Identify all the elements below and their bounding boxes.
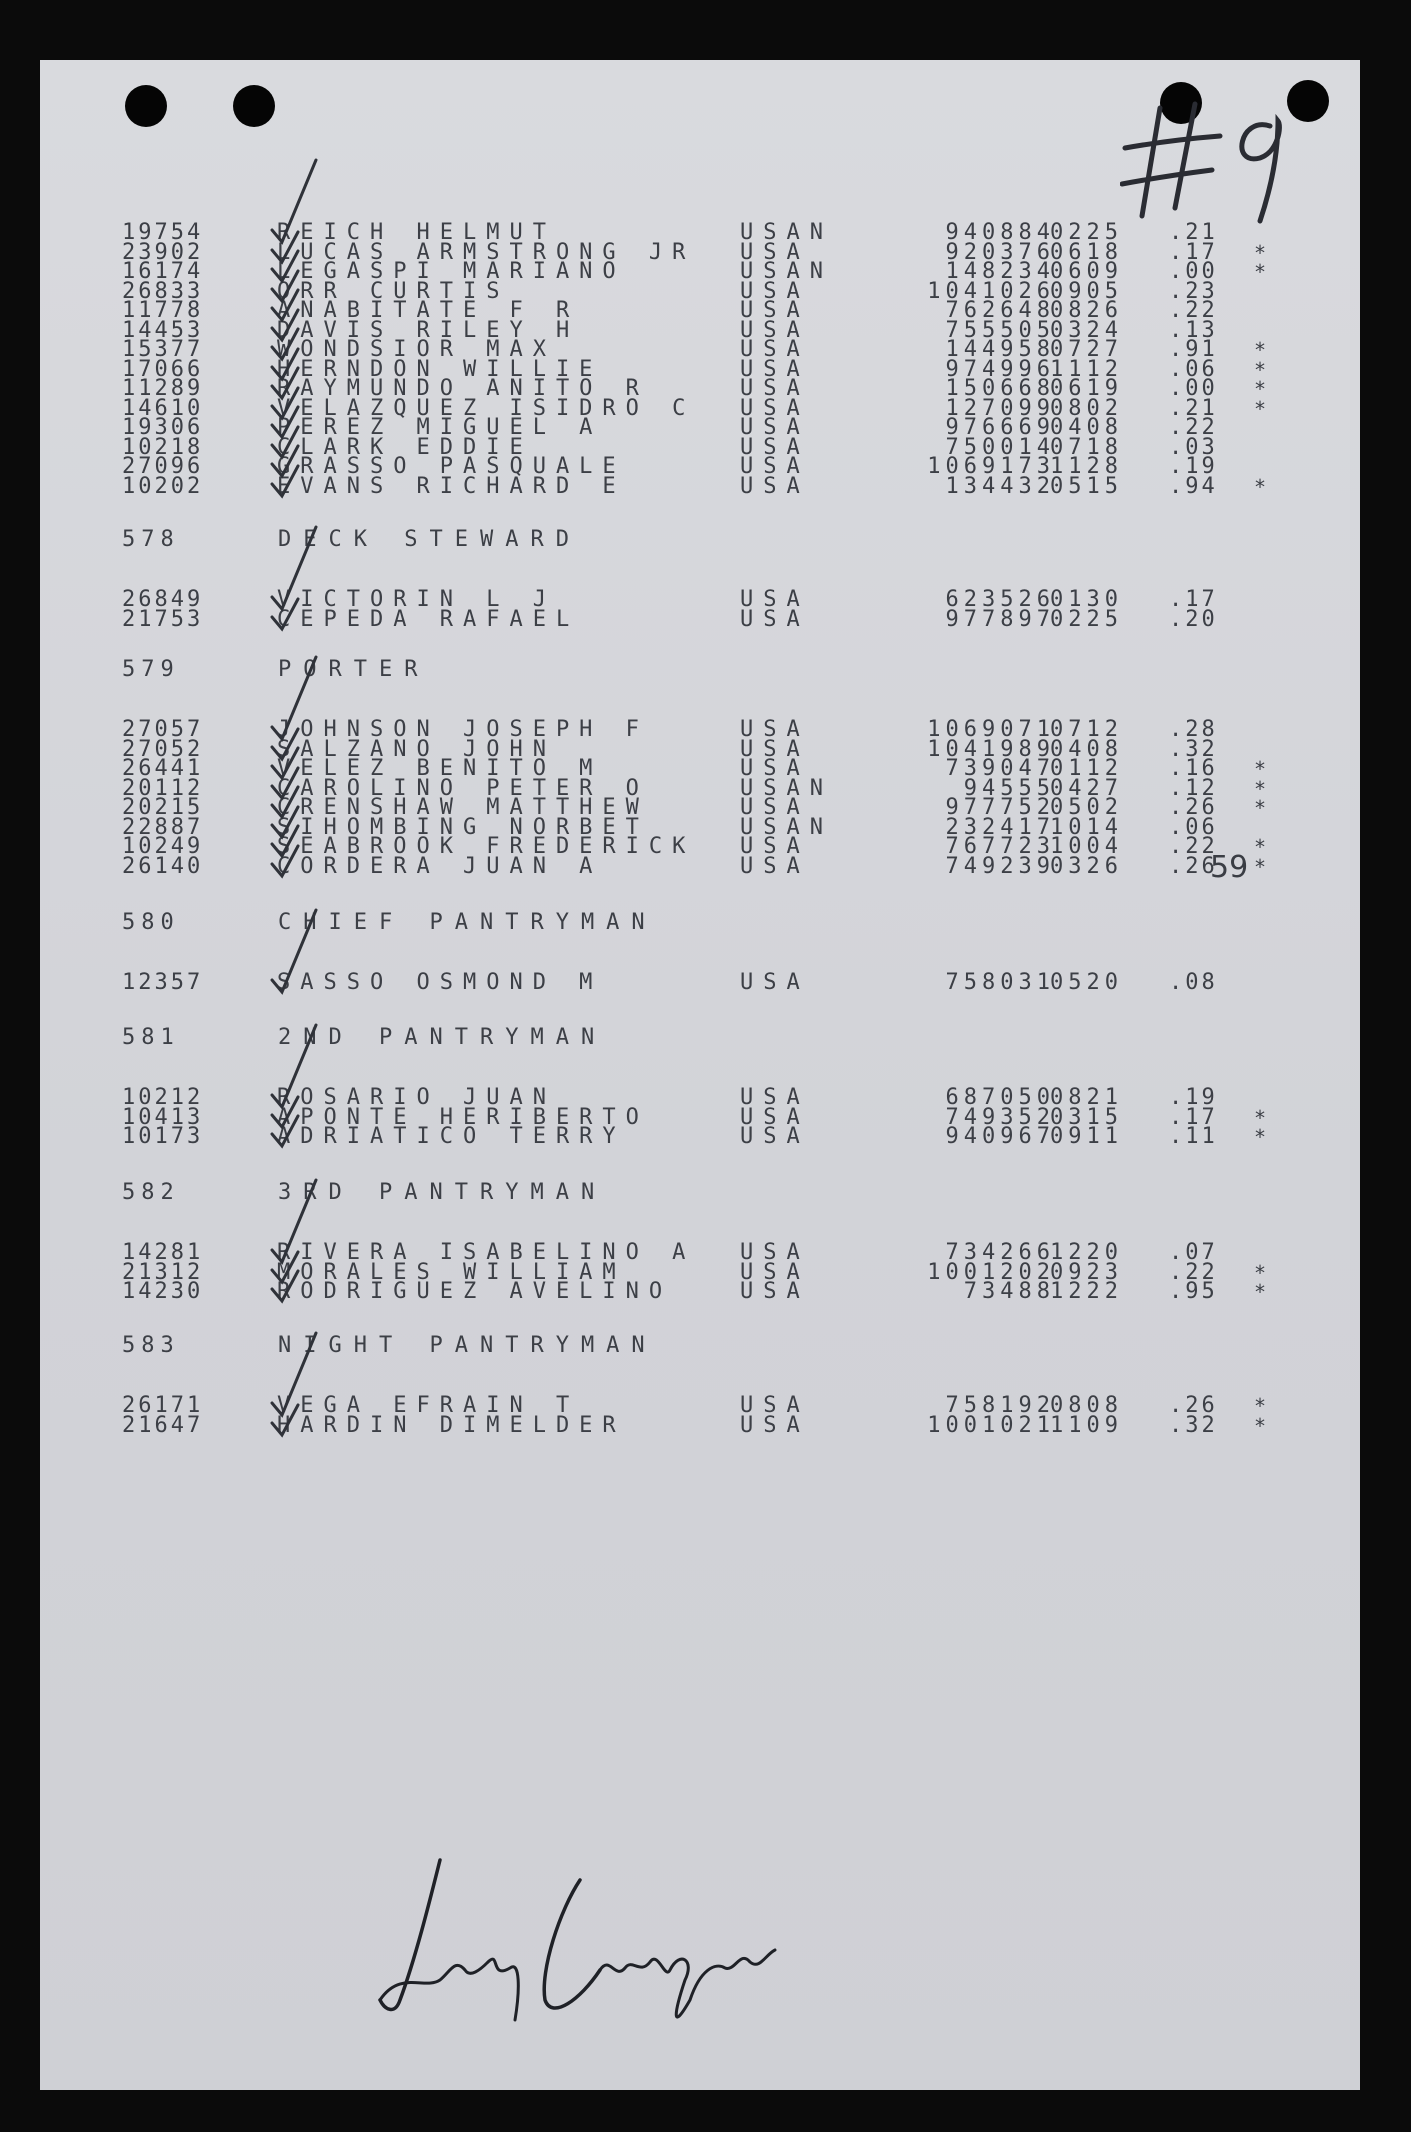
crew-nat: USAN: [740, 775, 833, 801]
crew-dt: 0130: [1050, 587, 1123, 612]
crew-nat: USA: [740, 1393, 810, 1418]
crew-dt: 1109: [1050, 1412, 1123, 1438]
crew-num: 26833: [122, 278, 204, 304]
check-mark-icon: [230, 1054, 360, 1144]
crew-nat: USA: [740, 1412, 810, 1438]
page-number: 59: [1210, 850, 1249, 885]
crew-dt: 0808: [1050, 1393, 1123, 1418]
crew-name: WONDSIOR MAX: [277, 337, 556, 362]
crew-nat: USA: [740, 1279, 810, 1304]
crew-amt: .23: [1169, 278, 1218, 304]
crew-nat: USA: [740, 756, 810, 781]
crew-star: *: [1254, 757, 1268, 781]
crew-name: GRASSO PASQUALE: [277, 454, 626, 479]
crew-nat: USA: [740, 395, 810, 421]
crew-nat: USAN: [740, 814, 833, 840]
crew-star: *: [1254, 1260, 1268, 1285]
crew-num: 14230: [122, 1279, 204, 1304]
crew-amt: .17: [1169, 587, 1218, 612]
crew-id: 150668: [945, 376, 1055, 401]
crew-amt: .22: [1169, 415, 1218, 440]
crew-star: *: [1254, 1105, 1268, 1130]
crew-num: 26441: [122, 756, 204, 781]
crew-num: 20215: [122, 795, 204, 820]
crew-nat: USA: [740, 376, 810, 401]
crew-id: 148234: [945, 259, 1055, 284]
crew-star: *: [1254, 377, 1268, 401]
crew-amt: .32: [1169, 736, 1218, 762]
crew-name: SEABROOK FREDERICK: [277, 834, 696, 859]
crew-name: CLARK EDDIE: [277, 434, 533, 460]
crew-num: 21753: [122, 606, 204, 632]
crew-id: 687050: [945, 1085, 1055, 1110]
crew-name: REICH HELMUT: [277, 220, 556, 245]
crew-num: 11289: [122, 376, 204, 401]
crew-amt: .26: [1169, 1393, 1218, 1418]
crew-dt: 0315: [1050, 1104, 1123, 1130]
crew-star: *: [1254, 338, 1268, 362]
crew-dt: 0821: [1050, 1085, 1123, 1110]
crew-num: 15377: [122, 337, 204, 362]
crew-name: CORDERA JUAN A: [277, 853, 603, 879]
crew-dt: 1004: [1050, 834, 1123, 859]
crew-id: 1041989: [927, 736, 1055, 762]
section-code: 582: [122, 1180, 180, 1205]
crew-num: 19754: [122, 220, 204, 245]
crew-star: *: [1254, 396, 1268, 421]
crew-dt: 1222: [1050, 1279, 1123, 1304]
crew-amt: .03: [1169, 434, 1218, 460]
crew-star: *: [1254, 1280, 1268, 1304]
crew-star: *: [1254, 474, 1268, 499]
check-mark-icon: [230, 1209, 360, 1299]
signature-image: [370, 1850, 820, 2040]
crew-num: 16174: [122, 259, 204, 284]
crew-dt: 0718: [1050, 434, 1123, 460]
crew-amt: .19: [1169, 1085, 1218, 1110]
crew-dt: 0712: [1050, 717, 1123, 742]
crew-nat: USA: [740, 415, 810, 440]
crew-name: ORR CURTIS: [277, 278, 510, 304]
crew-amt: .21: [1169, 395, 1218, 421]
crew-amt: .07: [1169, 1240, 1218, 1265]
crew-id: 1069071: [927, 717, 1055, 742]
crew-id: 1001021: [927, 1412, 1055, 1438]
crew-nat: USA: [740, 1085, 810, 1110]
crew-name: CRENSHAW MATTHEW: [277, 795, 649, 820]
crew-id: 94555: [963, 775, 1055, 801]
crew-name: RODRIGUEZ AVELINO: [277, 1279, 673, 1304]
crew-nat: USA: [740, 970, 810, 995]
crew-star: *: [1254, 1413, 1268, 1438]
crew-num: 10202: [122, 473, 204, 499]
crew-id: 749352: [945, 1104, 1055, 1130]
crew-name: CEPEDA RAFAEL: [277, 606, 580, 632]
crew-dt: 1220: [1050, 1240, 1123, 1265]
crew-nat: USA: [740, 853, 810, 879]
crew-dt: 0324: [1050, 317, 1123, 343]
crew-name: HARDIN DIMELDER: [277, 1412, 626, 1438]
crew-id: 767723: [945, 834, 1055, 859]
crew-name: CAROLINO PETER O: [277, 775, 649, 801]
crew-star: *: [1254, 835, 1268, 859]
crew-dt: 0326: [1050, 853, 1123, 879]
crew-nat: USAN: [740, 220, 833, 245]
crew-num: 23902: [122, 239, 204, 265]
crew-id: 1069173: [927, 454, 1055, 479]
crew-dt: 1014: [1050, 814, 1123, 840]
crew-nat: USA: [740, 717, 810, 742]
document-page: [40, 60, 1360, 2090]
crew-id: 940884: [945, 220, 1055, 245]
crew-num: 14281: [122, 1240, 204, 1265]
crew-dt: 0619: [1050, 376, 1123, 401]
crew-name: MORALES WILLIAM: [277, 1259, 626, 1285]
crew-nat: USA: [740, 434, 810, 460]
crew-num: 27096: [122, 454, 204, 479]
crew-nat: USA: [740, 1259, 810, 1285]
crew-num: 10413: [122, 1104, 204, 1130]
crew-num: 27057: [122, 717, 204, 742]
crew-amt: .95: [1169, 1279, 1218, 1304]
crew-num: 21312: [122, 1259, 204, 1285]
crew-amt: .22: [1169, 834, 1218, 859]
check-mark-icon: [230, 404, 360, 494]
crew-dt: 0826: [1050, 298, 1123, 323]
crew-num: 21647: [122, 1412, 204, 1438]
crew-nat: USA: [740, 239, 810, 265]
section-title: 3RD PANTRYMAN: [278, 1180, 607, 1205]
crew-name: ROSARIO JUAN: [277, 1085, 556, 1110]
crew-amt: .06: [1169, 356, 1218, 382]
section-title: CHIEF PANTRYMAN: [278, 910, 657, 935]
crew-num: 10212: [122, 1085, 204, 1110]
crew-amt: .17: [1169, 239, 1218, 265]
check-mark-icon: [230, 900, 360, 990]
crew-id: 127099: [945, 395, 1055, 421]
crew-name: VEGA EFRAIN T: [277, 1393, 580, 1418]
crew-name: SIHOMBING NORBET: [277, 814, 649, 840]
crew-id: 750014: [945, 434, 1055, 460]
crew-dt: 0225: [1050, 606, 1123, 632]
crew-num: 14610: [122, 395, 204, 421]
crew-name: RIVERA ISABELINO A: [277, 1240, 696, 1265]
crew-id: 940967: [945, 1124, 1055, 1149]
crew-dt: 0618: [1050, 239, 1123, 265]
crew-star: *: [1254, 1394, 1268, 1418]
crew-amt: .22: [1169, 298, 1218, 323]
crew-amt: .16: [1169, 756, 1218, 781]
crew-dt: 0802: [1050, 395, 1123, 421]
crew-num: 20112: [122, 775, 204, 801]
crew-id: 920376: [945, 239, 1055, 265]
crew-num: 14453: [122, 317, 204, 343]
crew-amt: .21: [1169, 220, 1218, 245]
crew-amt: .00: [1169, 376, 1218, 401]
crew-dt: 1112: [1050, 356, 1123, 382]
crew-id: 976669: [945, 415, 1055, 440]
crew-nat: USA: [740, 278, 810, 304]
crew-name: HERNDON WILLIE: [277, 356, 603, 382]
crew-id: 623526: [945, 587, 1055, 612]
crew-num: 22887: [122, 814, 204, 840]
crew-dt: 0408: [1050, 415, 1123, 440]
crew-name: PEREZ MIGUEL A: [277, 415, 603, 440]
crew-nat: USA: [740, 356, 810, 382]
crew-star: *: [1254, 357, 1268, 382]
section-title: NIGHT PANTRYMAN: [278, 1333, 657, 1358]
crew-num: 10218: [122, 434, 204, 460]
crew-name: VELAZQUEZ ISIDRO C: [277, 395, 696, 421]
crew-nat: USAN: [740, 259, 833, 284]
crew-num: 27052: [122, 736, 204, 762]
crew-amt: .26: [1169, 795, 1218, 820]
crew-id: 749239: [945, 853, 1055, 879]
crew-amt: .08: [1169, 970, 1218, 995]
crew-num: 17066: [122, 356, 204, 382]
crew-dt: 0408: [1050, 736, 1123, 762]
crew-name: RAYMUNDO ANITO R: [277, 376, 649, 401]
section-title: DECK STEWARD: [278, 527, 581, 552]
crew-amt: .28: [1169, 717, 1218, 742]
crew-star: *: [1254, 776, 1268, 801]
check-mark-icon: [230, 537, 360, 627]
crew-amt: .00: [1169, 259, 1218, 284]
crew-nat: USA: [740, 587, 810, 612]
section-title: 2ND PANTRYMAN: [278, 1025, 607, 1050]
crew-name: ADRIATICO TERRY: [277, 1124, 626, 1149]
crew-name: VICTORIN L J: [277, 587, 556, 612]
crew-id: 758192: [945, 1393, 1055, 1418]
crew-id: 1041026: [927, 278, 1055, 304]
crew-amt: .17: [1169, 1104, 1218, 1130]
punch-hole: [233, 85, 275, 127]
crew-nat: USA: [740, 736, 810, 762]
crew-amt: .06: [1169, 814, 1218, 840]
crew-dt: 0911: [1050, 1124, 1123, 1149]
crew-num: 10173: [122, 1124, 204, 1149]
section-code: 578: [122, 527, 180, 552]
crew-star: *: [1254, 1125, 1268, 1149]
section-code: 580: [122, 910, 180, 935]
crew-nat: USA: [740, 454, 810, 479]
crew-name: DAVIS RILEY H: [277, 317, 580, 343]
crew-id: 762648: [945, 298, 1055, 323]
crew-star: *: [1254, 260, 1268, 284]
crew-nat: USA: [740, 1124, 810, 1149]
crew-name: JOHNSON JOSEPH F: [277, 717, 649, 742]
crew-name: LEGASPI MARIANO: [277, 259, 626, 284]
crew-nat: USA: [740, 298, 810, 323]
crew-amt: .32: [1169, 1412, 1218, 1438]
crew-amt: .12: [1169, 775, 1218, 801]
crew-name: SASSO OSMOND M: [277, 970, 603, 995]
crew-id: 232417: [945, 814, 1055, 840]
crew-name: ANABITATE F R: [277, 298, 580, 323]
crew-dt: 0520: [1050, 970, 1123, 995]
crew-amt: .22: [1169, 1259, 1218, 1285]
crew-id: 73488: [963, 1279, 1055, 1304]
crew-amt: .20: [1169, 606, 1218, 632]
crew-dt: 0225: [1050, 220, 1123, 245]
crew-id: 739047: [945, 756, 1055, 781]
crew-dt: 0427: [1050, 775, 1123, 801]
crew-id: 1001202: [927, 1259, 1055, 1285]
crew-id: 134432: [945, 473, 1055, 499]
crew-nat: USA: [740, 1240, 810, 1265]
crew-nat: USA: [740, 795, 810, 820]
crew-num: 26171: [122, 1393, 204, 1418]
crew-amt: .13: [1169, 317, 1218, 343]
crew-num: 26849: [122, 587, 204, 612]
check-mark-icon: [230, 784, 360, 874]
crew-id: 144958: [945, 337, 1055, 362]
crew-num: 11778: [122, 298, 204, 323]
crew-name: VELEZ BENITO M: [277, 756, 603, 781]
crew-id: 755505: [945, 317, 1055, 343]
crew-nat: USA: [740, 606, 810, 632]
crew-id: 974996: [945, 356, 1055, 382]
crew-star: *: [1254, 240, 1268, 265]
crew-dt: 0502: [1050, 795, 1123, 820]
crew-dt: 1128: [1050, 454, 1123, 479]
crew-id: 977752: [945, 795, 1055, 820]
crew-dt: 0727: [1050, 337, 1123, 362]
crew-dt: 0515: [1050, 473, 1123, 499]
section-code: 579: [122, 657, 180, 682]
crew-star: *: [1254, 854, 1268, 879]
crew-dt: 0905: [1050, 278, 1123, 304]
section-title: PORTER: [278, 657, 430, 682]
crew-dt: 0112: [1050, 756, 1123, 781]
section-code: 583: [122, 1333, 180, 1358]
crew-nat: USA: [740, 337, 810, 362]
crew-nat: USA: [740, 473, 810, 499]
crew-id: 734266: [945, 1240, 1055, 1265]
crew-num: 26140: [122, 853, 204, 879]
crew-num: 12357: [122, 970, 204, 995]
check-mark-icon: [230, 1343, 360, 1433]
crew-star: *: [1254, 796, 1268, 820]
crew-nat: USA: [740, 317, 810, 343]
punch-hole: [125, 85, 167, 127]
crew-num: 19306: [122, 415, 204, 440]
crew-id: 758031: [945, 970, 1055, 995]
section-code: 581: [122, 1025, 180, 1050]
crew-amt: .11: [1169, 1124, 1218, 1149]
crew-amt: .94: [1169, 473, 1218, 499]
crew-num: 10249: [122, 834, 204, 859]
crew-amt: .19: [1169, 454, 1218, 479]
crew-name: EVANS RICHARD E: [277, 473, 626, 499]
handwritten-page-mark: [1120, 96, 1310, 226]
crew-nat: USA: [740, 834, 810, 859]
crew-name: LUCAS ARMSTRONG JR: [277, 239, 696, 265]
crew-dt: 0923: [1050, 1259, 1123, 1285]
crew-amt: .26: [1169, 853, 1218, 879]
crew-id: 977897: [945, 606, 1055, 632]
crew-name: APONTE HERIBERTO: [277, 1104, 649, 1130]
crew-dt: 0609: [1050, 259, 1123, 284]
crew-nat: USA: [740, 1104, 810, 1130]
crew-amt: .91: [1169, 337, 1218, 362]
crew-name: SALZANO JOHN: [277, 736, 556, 762]
